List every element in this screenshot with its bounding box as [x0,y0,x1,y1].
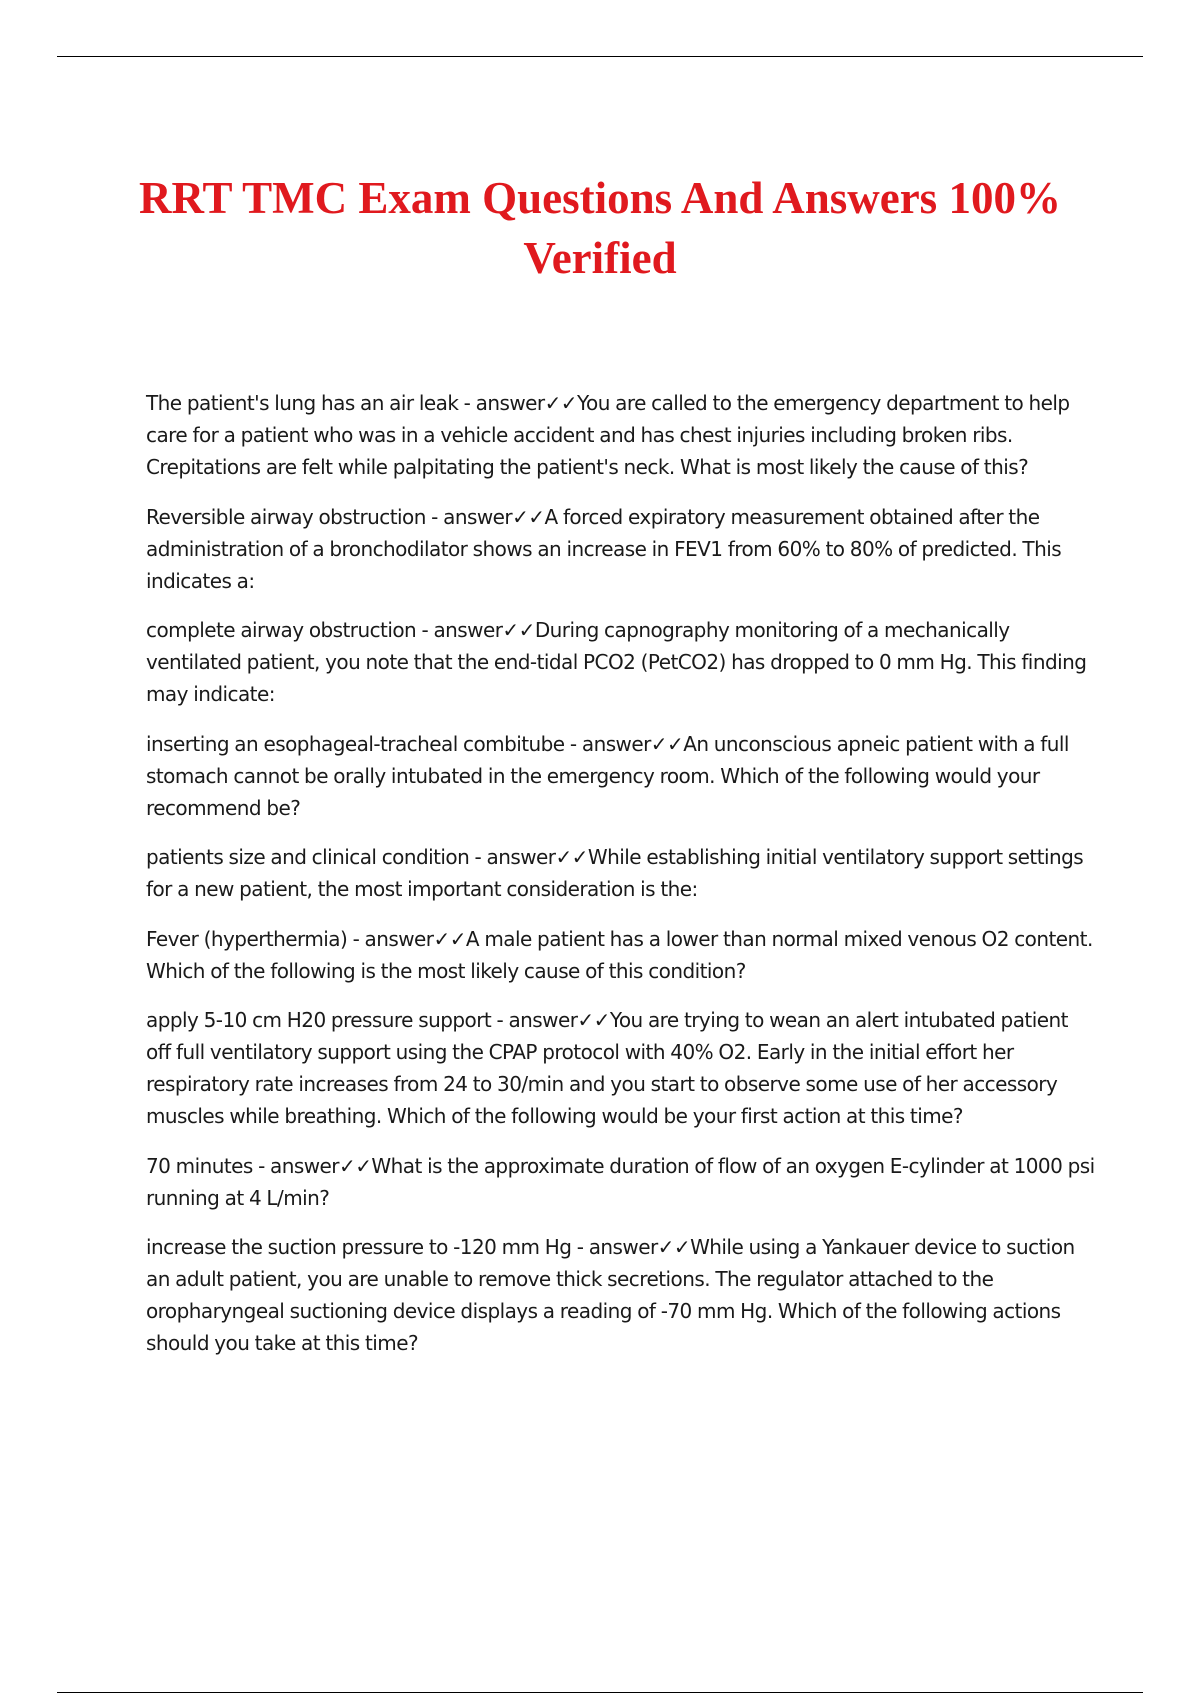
qa-item [146,923,1096,987]
answer-separator: - answer✓✓ [469,845,588,869]
answer-separator: - answer✓✓ [425,504,545,529]
qa-item [146,728,1096,824]
qa-item [146,614,1096,710]
answer-separator: - answer✓✓ [458,391,577,415]
qa-item [146,841,1096,905]
qa-answer: patients size and clinical condition [146,845,470,869]
qa-item [146,387,1096,483]
qa-item [146,1150,1096,1214]
header-rule [57,56,1143,57]
qa-question: During capnography monitoring of a mechanically ventilated patient, you note that the end-tidal PCO2 (PetCO2) has dropped to 0 mm Hg. This finding may indicate: [146,618,1087,706]
qa-item [146,1004,1096,1132]
answer-separator: - answer✓✓ [252,1153,372,1178]
answer-separator: - answer✓✓ [416,618,535,642]
footer-rule [57,1692,1143,1693]
answer-separator: - answer✓✓ [347,926,466,951]
qa-answer: complete airway obstruction [146,618,417,642]
qa-answer: The patient's lung has an air leak [146,391,459,415]
qa-question: While using a Yankauer device to suction an adult patient, you are unable to remove thick secretions. The regulator attached to the oropharyngeal suctioning device displays a reading of -70 mm Hg. Which of the following actions should you take at this time? [146,1235,1075,1355]
qa-answer: Reversible airway obstruction [146,504,426,529]
qa-answer: 70 minutes [146,1153,253,1178]
qa-answer: Fever (hyperthermia) [146,926,348,951]
qa-question: What is the approximate duration of flow of an oxygen E-cylinder at 1000 psi running at 4 L/min? [146,1153,1095,1210]
document-title: RRT TMC Exam Questions And Answers 100% Verified [139,173,1061,283]
answer-separator: - answer✓✓ [571,1235,691,1259]
qa-answer: increase the suction pressure to -120 mm Hg [146,1235,572,1259]
qa-list [146,387,1096,1377]
answer-separator: - answer✓✓ [564,731,684,756]
qa-question: An unconscious apneic patient with a full stomach cannot be orally intubated in the emergency room. Which of the following would your recommend be? [146,731,1069,820]
qa-question: You are called to the emergency department to help care for a patient who was in a vehicle accident and has chest injuries including broken ribs. Crepitations are felt while palpitating the patient's neck. What is most likely the cause of this? [146,391,1070,479]
qa-question: While establishing initial ventilatory support settings for a new patient, the most important consideration is the: [146,845,1084,901]
qa-item [146,1231,1096,1359]
qa-answer: apply 5-10 cm H20 pressure support [146,1008,492,1032]
qa-answer: inserting an esophageal-tracheal combitube [146,731,565,756]
answer-separator: - answer✓✓ [491,1008,610,1032]
qa-question: You are trying to wean an alert intubated patient off full ventilatory support using the CPAP protocol with 40% O2. Early in the initial effort her respiratory rate increases from 24 to 30/min and you start to observe some use of her accessory muscles while breathing. Which of the following would be your first action at this time? [146,1008,1068,1128]
qa-question: A male patient has a lower than normal mixed venous O2 content. Which of the following is the most likely cause of this condition? [146,926,1093,983]
qa-question: A forced expiratory measurement obtained after the administration of a bronchodilator shows an increase in FEV1 from 60% to 80% of predicted. This indicates a: [146,504,1062,593]
qa-item [146,501,1096,597]
